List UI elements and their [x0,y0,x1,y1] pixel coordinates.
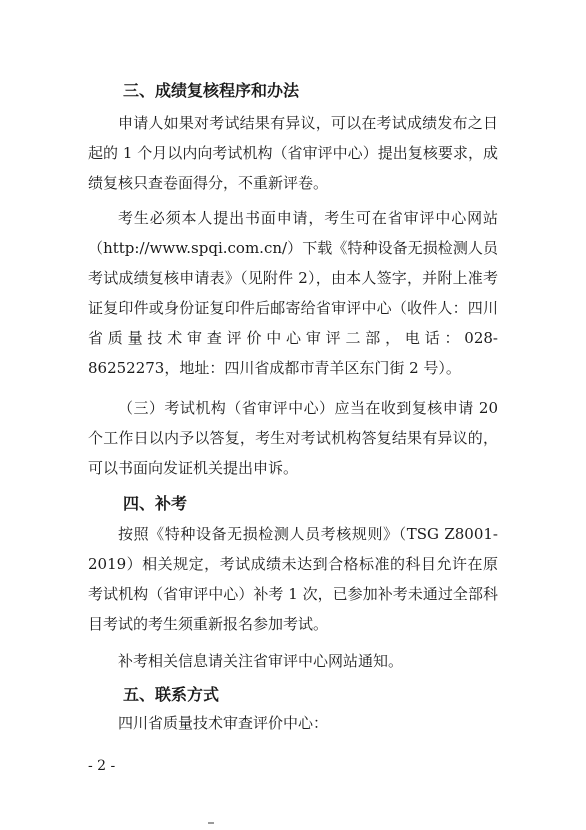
section-3-paragraph-2: 考生必须本人提出书面申请，考生可在省审评中心网站（http://www.spqi.com.cn/）下载《特种设备无损检测人员考试成绩复核申请表》（见附件 2），由本人签字，并附上准考证复印件或身份证复印件后邮寄给省审评中心（收件人：四川省质量技术审查评价中心审评二部，电话：028-86252273，地址：四川省成都市青羊区东门街 2 号）。 [88,209,498,377]
section-3-paragraph-3: （三）考试机构（省审评中心）应当在收到复核申请 20 个工作日以内予以答复，考生对考试机构答复结果有异议的，可以书面向发证机关提出申诉。 [88,399,498,477]
section-3-paragraph-1: 申请人如果对考试结果有异议，可以在考试成绩发布之日起的 1 个月以内向考试机构（省审评中心）提出复核要求，成绩复核只查卷面得分，不重新评卷。 [88,114,498,192]
section-4-heading: 四、补考 [123,494,188,513]
section-5-heading: 五、联系方式 [123,685,220,704]
section-3-heading: 三、成绩复核程序和办法 [123,81,300,100]
page-number: - 2 - [88,758,116,774]
section-4-paragraph-1: 按照《特种设备无损检测人员考核规则》（TSG Z8001-2019）相关规定，考试成绩未达到合格标准的科目允许在原考试机构（省审评中心）补考 1 次，已参加补考未通过全部科目考试的考生须重新报名参加考试。 [88,525,498,633]
section-5-paragraph-1: 四川省质量技术审查评价中心： [118,714,329,732]
section-4-paragraph-2: 补考相关信息请关注省审评中心网站通知。 [118,652,404,670]
scan-speck [208,822,214,824]
